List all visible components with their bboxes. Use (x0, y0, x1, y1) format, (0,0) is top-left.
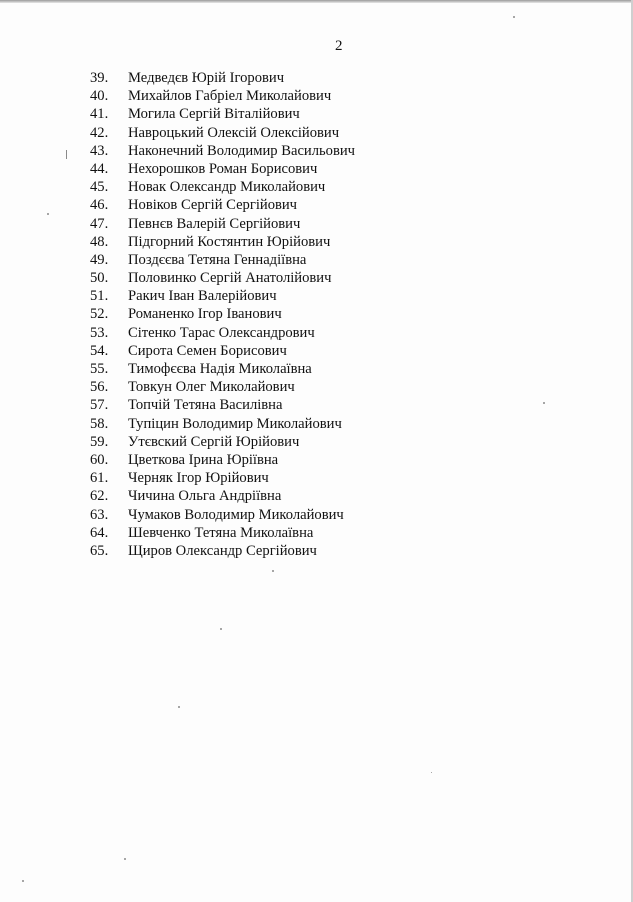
list-item-number: 56. (90, 379, 109, 396)
list-item-name: Шевченко Тетяна Миколаївна (128, 524, 314, 541)
list-item (90, 524, 355, 542)
list-item (90, 360, 355, 378)
list-item-number: 49. (90, 251, 109, 268)
list-item-number: 42. (90, 124, 109, 141)
list-item-name: Певнєв Валерій Сергійович (128, 215, 301, 232)
list-item-number: 45. (90, 179, 109, 196)
list-item-name: Новіков Сергій Сергійович (128, 197, 298, 214)
list-item (90, 87, 355, 105)
list-item-number: 54. (90, 342, 109, 359)
list-item-name: Михайлов Габріел Миколайович (128, 88, 332, 105)
list-item-number: 43. (90, 142, 109, 159)
list-item-number: 64. (90, 524, 109, 541)
list-item-number: 59. (90, 433, 109, 450)
list-item-number: 40. (90, 88, 109, 105)
list-item (90, 269, 355, 287)
page-number: 2 (335, 38, 343, 54)
list-item-name: Навроцький Олексій Олексійович (128, 124, 340, 141)
list-item (90, 342, 355, 360)
list-item (90, 324, 355, 342)
list-item-number: 48. (90, 233, 109, 250)
list-item-name: Нехорошков Роман Борисович (128, 160, 318, 177)
list-item (90, 487, 355, 505)
list-item-name: Новак Олександр Миколайович (128, 179, 326, 196)
list-item-number: 41. (90, 106, 109, 123)
list-item-number: 46. (90, 197, 109, 214)
list-item-number: 55. (90, 361, 109, 377)
list-item-name: Утєвский Сергій Юрійович (128, 433, 300, 450)
list-item-name: Сирота Семен Борисович (128, 342, 287, 359)
list-item-number: 52. (90, 306, 109, 323)
list-item-name: Ракич Іван Валерійович (128, 288, 277, 305)
list-item (90, 251, 355, 269)
list-item-name: Підгорний Костянтин Юрійович (128, 233, 331, 250)
list-item-name: Наконечний Володимир Васильович (128, 142, 356, 159)
list-item-name: Тимофєєва Надія Миколаївна (128, 361, 312, 377)
list-item-number: 50. (90, 270, 109, 287)
list-item-name: Товкун Олег Миколайович (128, 379, 295, 396)
list-item-name: Чичина Ольга Андріївна (128, 488, 282, 505)
list-item-number: 60. (90, 451, 109, 468)
list-item (90, 124, 355, 142)
list-item-name: Чумаков Володимир Миколайович (128, 506, 344, 523)
scan-top-edge (0, 0, 633, 3)
list-item (90, 142, 355, 160)
list-item-name: Половинко Сергій Анатолійович (128, 270, 332, 287)
list-item (90, 305, 355, 323)
list-item-number: 65. (90, 542, 109, 559)
list-item-number: 61. (90, 470, 109, 487)
list-item-number: 47. (90, 215, 109, 232)
list-item-name: Поздєєва Тетяна Геннадіївна (128, 251, 307, 268)
list-item-name: Могила Сергій Віталійович (128, 106, 300, 123)
list-item-number: 39. (90, 70, 109, 86)
list-item (90, 105, 355, 123)
list-item-name: Медведєв Юрій Ігорович (128, 70, 285, 86)
list-item-name: Тупіцин Володимир Миколайович (128, 415, 342, 432)
list-item (90, 160, 355, 178)
list-item (90, 378, 355, 396)
list-item-number: 58. (90, 415, 109, 432)
list-item (90, 178, 355, 196)
list-item (90, 196, 355, 214)
list-item-number: 63. (90, 506, 109, 523)
list-item-name: Сітенко Тарас Олександрович (128, 324, 315, 341)
list-item-name: Черняк Ігор Юрійович (128, 470, 269, 487)
list-item (90, 542, 355, 560)
list-item-name: Щиров Олександр Сергійович (128, 542, 317, 559)
list-item (90, 415, 355, 433)
list-item (90, 396, 355, 414)
list-item (90, 215, 355, 233)
list-item-name: Цветкова Ірина Юріївна (128, 451, 279, 468)
list-item (90, 433, 355, 451)
list-item (90, 287, 355, 305)
list-item (90, 451, 355, 469)
list-item-number: 57. (90, 397, 109, 414)
name-list (90, 69, 355, 560)
list-item (90, 506, 355, 524)
list-item-name: Романенко Ігор Іванович (128, 306, 282, 323)
list-item-number: 51. (90, 288, 109, 305)
list-item-number: 44. (90, 160, 109, 177)
list-item-number: 53. (90, 324, 109, 341)
list-item-name: Топчій Тетяна Василівна (128, 397, 283, 414)
list-item (90, 233, 355, 251)
list-item (90, 469, 355, 487)
list-item (90, 69, 355, 87)
list-item-number: 62. (90, 488, 109, 505)
